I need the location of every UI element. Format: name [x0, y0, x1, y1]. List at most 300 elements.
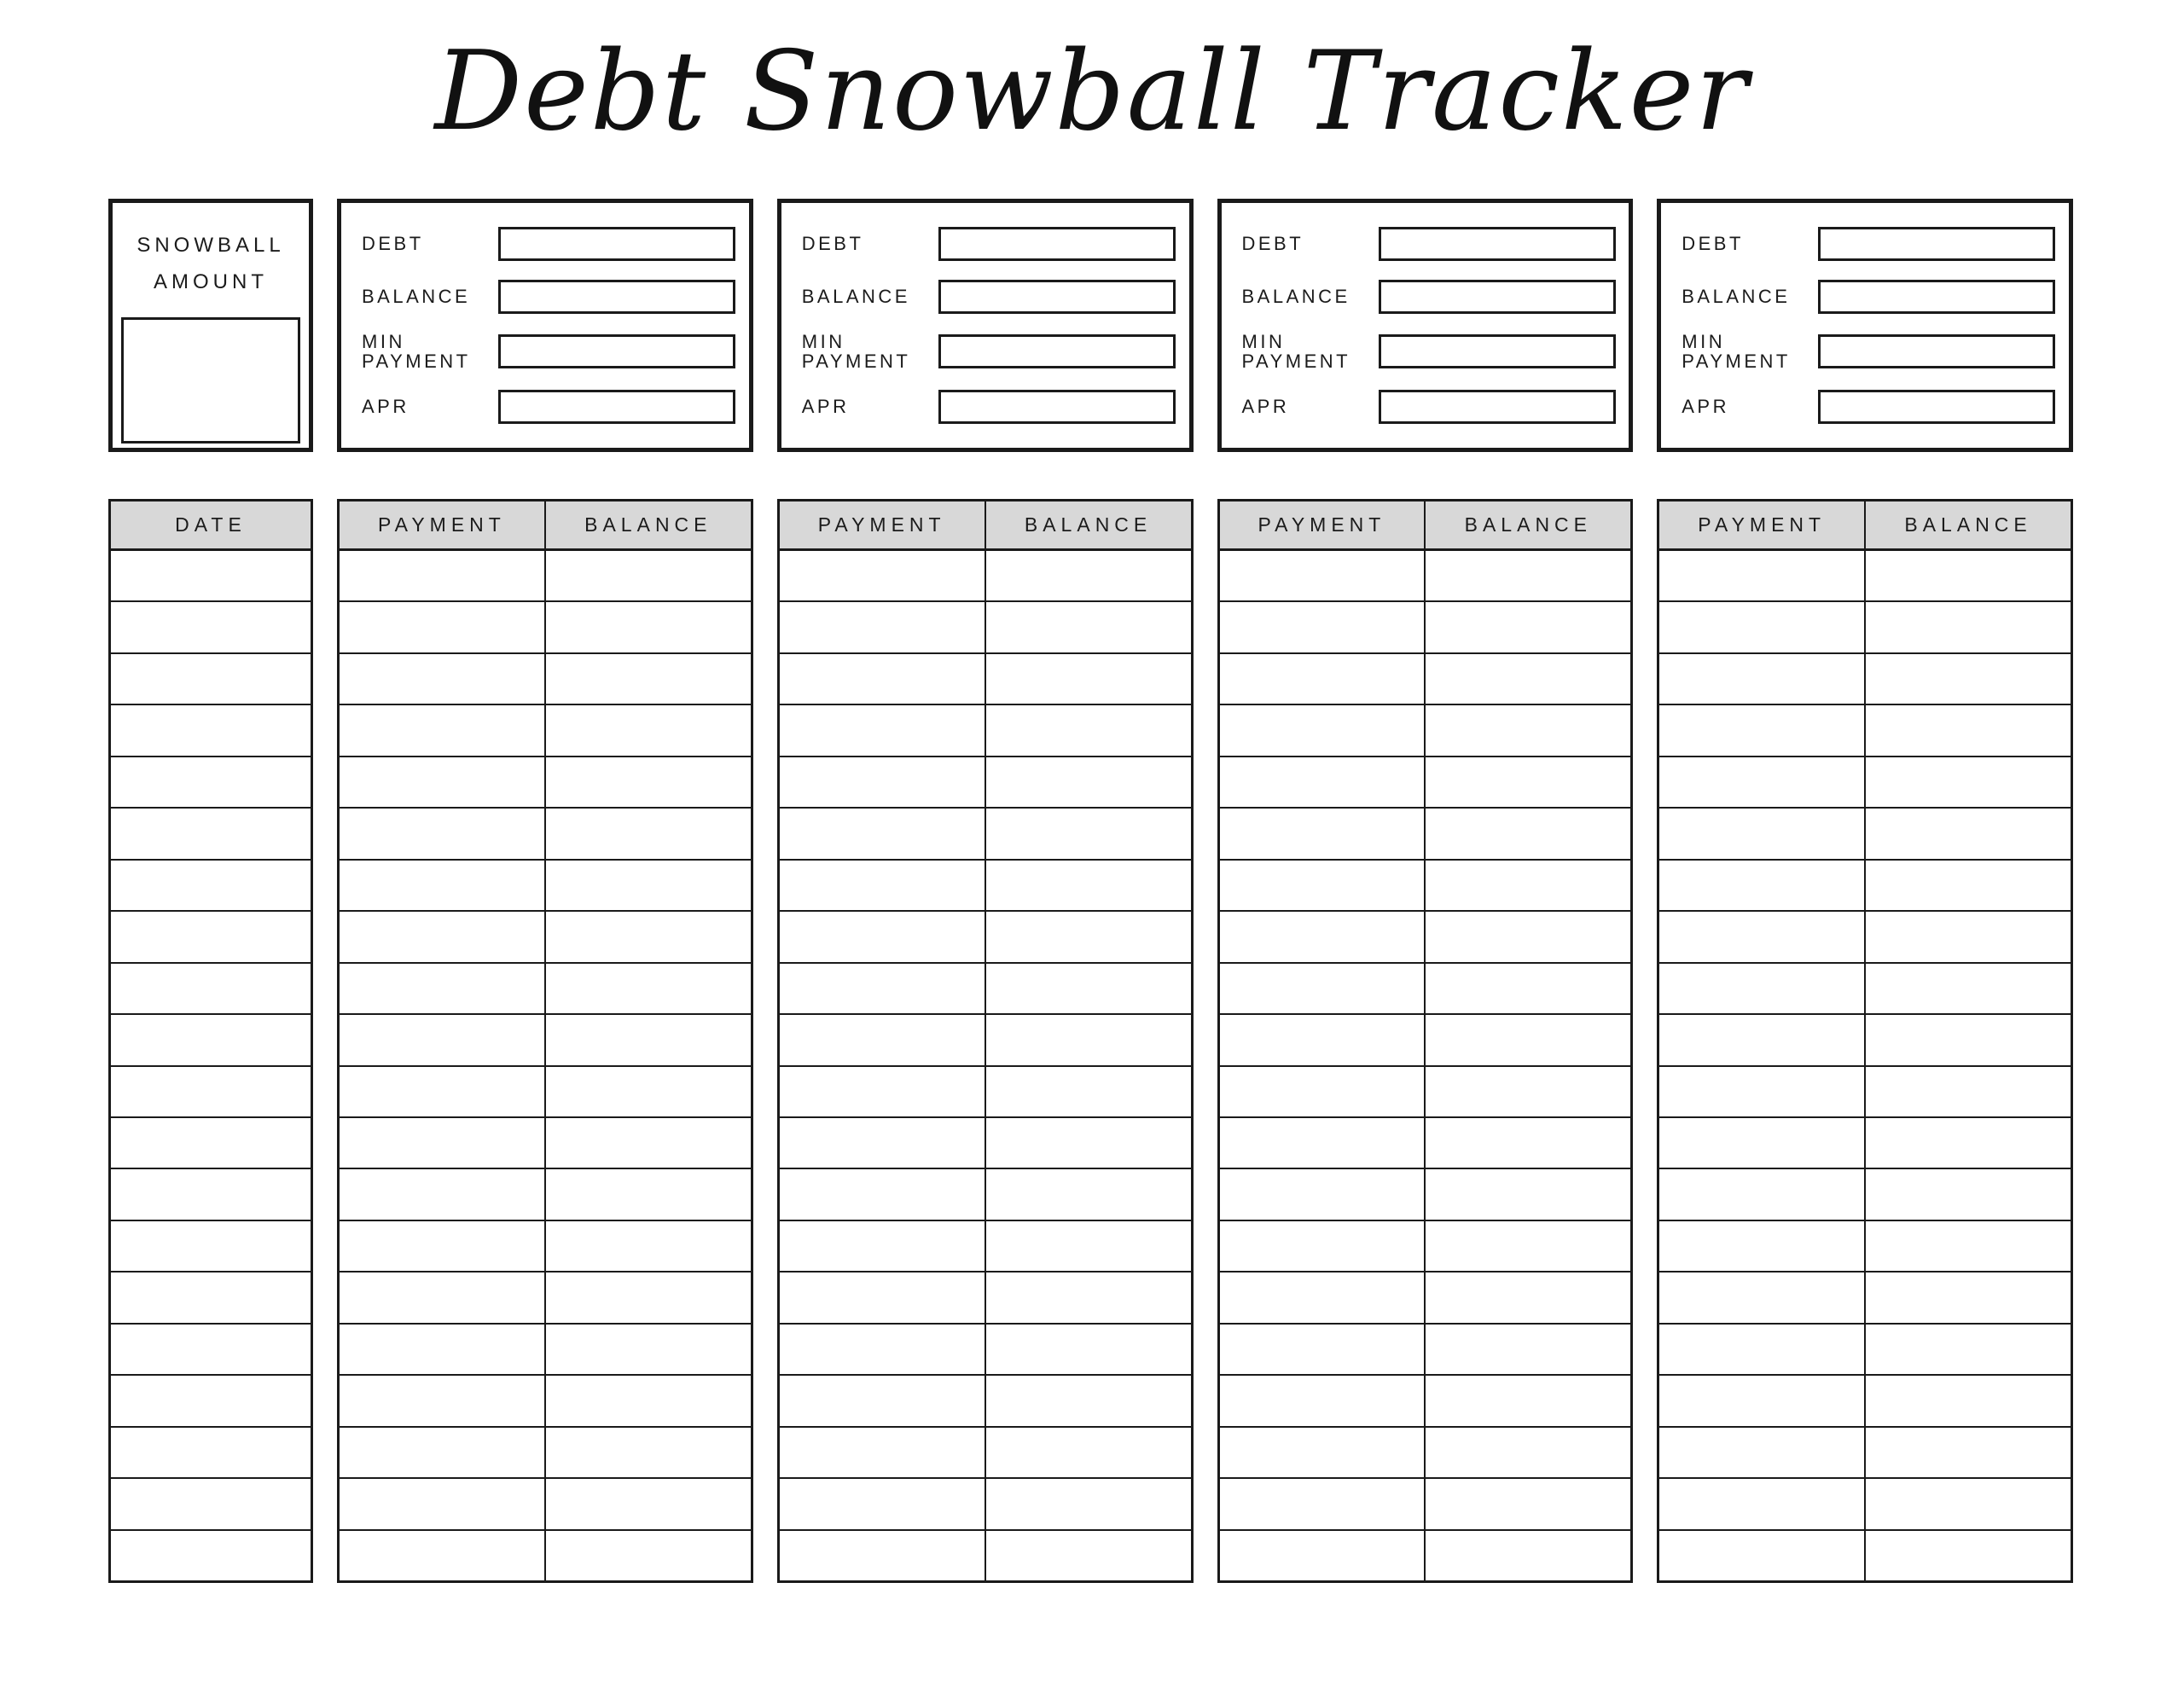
table-cell[interactable] [985, 1272, 1191, 1322]
table-cell[interactable] [544, 861, 751, 910]
table-row[interactable] [340, 1376, 751, 1427]
table-cell[interactable] [1659, 1221, 1864, 1271]
table-row[interactable] [780, 1428, 1191, 1479]
table-cell[interactable] [111, 705, 311, 755]
table-cell[interactable] [780, 809, 985, 858]
table-cell[interactable] [1220, 809, 1425, 858]
table-cell[interactable] [780, 654, 985, 704]
table-row[interactable] [1220, 1118, 1631, 1169]
min-payment-field[interactable] [938, 334, 1176, 368]
table-cell[interactable] [1659, 551, 1864, 600]
table-row[interactable] [1220, 1221, 1631, 1272]
table-row[interactable] [1659, 705, 2071, 757]
table-cell[interactable] [1424, 1428, 1630, 1477]
debt-name-field[interactable] [1818, 227, 2055, 261]
table-cell[interactable] [985, 654, 1191, 704]
table-cell[interactable] [1864, 1272, 2071, 1322]
table-row[interactable] [1220, 757, 1631, 809]
table-row[interactable] [111, 1169, 311, 1220]
table-cell[interactable] [1659, 1169, 1864, 1219]
table-cell[interactable] [985, 602, 1191, 652]
table-cell[interactable] [111, 809, 311, 858]
table-cell[interactable] [780, 1428, 985, 1477]
table-cell[interactable] [985, 861, 1191, 910]
table-row[interactable] [340, 1169, 751, 1220]
table-cell[interactable] [1659, 809, 1864, 858]
table-row[interactable] [340, 861, 751, 912]
table-cell[interactable] [780, 1118, 985, 1168]
table-row[interactable] [1220, 1531, 1631, 1580]
table-row[interactable] [111, 1376, 311, 1427]
table-cell[interactable] [780, 602, 985, 652]
table-row[interactable] [340, 654, 751, 705]
table-cell[interactable] [780, 1169, 985, 1219]
table-cell[interactable] [111, 861, 311, 910]
table-cell[interactable] [544, 964, 751, 1013]
table-cell[interactable] [544, 1221, 751, 1271]
table-cell[interactable] [111, 1325, 311, 1374]
table-cell[interactable] [1220, 602, 1425, 652]
table-row[interactable] [780, 1479, 1191, 1530]
table-row[interactable] [1220, 964, 1631, 1015]
table-row[interactable] [1659, 654, 2071, 705]
table-cell[interactable] [340, 1169, 544, 1219]
debt-name-field[interactable] [498, 227, 735, 261]
table-cell[interactable] [1220, 861, 1425, 910]
table-cell[interactable] [1220, 912, 1425, 961]
balance-field[interactable] [938, 280, 1176, 314]
balance-field[interactable] [498, 280, 735, 314]
table-cell[interactable] [340, 1118, 544, 1168]
table-cell[interactable] [111, 1428, 311, 1477]
table-row[interactable] [1659, 602, 2071, 653]
table-cell[interactable] [544, 1479, 751, 1528]
table-cell[interactable] [111, 1067, 311, 1116]
table-cell[interactable] [1864, 1221, 2071, 1271]
table-cell[interactable] [544, 1272, 751, 1322]
table-cell[interactable] [985, 1479, 1191, 1528]
table-row[interactable] [1659, 1428, 2071, 1479]
table-cell[interactable] [544, 1428, 751, 1477]
table-row[interactable] [111, 912, 311, 963]
table-cell[interactable] [1659, 654, 1864, 704]
table-cell[interactable] [985, 1428, 1191, 1477]
table-cell[interactable] [1424, 1067, 1630, 1116]
table-row[interactable] [1659, 1479, 2071, 1530]
table-cell[interactable] [985, 1015, 1191, 1064]
table-row[interactable] [780, 1221, 1191, 1272]
table-cell[interactable] [1659, 964, 1864, 1013]
table-cell[interactable] [1864, 551, 2071, 600]
debt-card-2 [777, 199, 1194, 452]
table-cell[interactable] [544, 809, 751, 858]
table-cell[interactable] [1424, 1118, 1630, 1168]
table-cell[interactable] [780, 1479, 985, 1528]
table-row[interactable] [111, 1118, 311, 1169]
table-cell[interactable] [544, 1118, 751, 1168]
table-row[interactable] [1659, 1067, 2071, 1118]
table-cell[interactable] [1659, 912, 1864, 961]
table-cell[interactable] [111, 1169, 311, 1219]
apr-field[interactable] [498, 390, 735, 424]
table-cell[interactable] [111, 1221, 311, 1271]
table-row[interactable] [1220, 1272, 1631, 1324]
table-cell[interactable] [111, 1376, 311, 1425]
table-cell[interactable] [340, 1221, 544, 1271]
table-cell[interactable] [544, 1067, 751, 1116]
table-row[interactable] [1220, 1428, 1631, 1479]
table-cell[interactable] [1864, 1118, 2071, 1168]
table-row[interactable] [1659, 1325, 2071, 1376]
table-cell[interactable] [1424, 964, 1630, 1013]
table-cell[interactable] [1220, 1118, 1425, 1168]
table-cell[interactable] [1864, 912, 2071, 961]
table-cell[interactable] [340, 912, 544, 961]
table-row[interactable] [111, 1428, 311, 1479]
table-row[interactable] [1220, 809, 1631, 860]
table-cell[interactable] [1220, 1169, 1425, 1219]
table-cell[interactable] [1659, 1428, 1864, 1477]
table-row[interactable] [340, 1067, 751, 1118]
table-cell[interactable] [1659, 1376, 1864, 1425]
table-cell[interactable] [1220, 1428, 1425, 1477]
table-row[interactable] [780, 1067, 1191, 1118]
table-cell[interactable] [1424, 757, 1630, 807]
table-row[interactable] [340, 912, 751, 963]
table-cell[interactable] [1424, 1272, 1630, 1322]
table-row[interactable] [780, 654, 1191, 705]
balance-field[interactable] [1818, 280, 2055, 314]
table-cell[interactable] [1659, 1325, 1864, 1374]
table-row[interactable] [340, 705, 751, 757]
table-cell[interactable] [544, 705, 751, 755]
table-cell[interactable] [780, 1531, 985, 1580]
table-cell[interactable] [1424, 654, 1630, 704]
table-cell[interactable] [1659, 1067, 1864, 1116]
balance-row [802, 280, 1177, 314]
table-row[interactable] [340, 1015, 751, 1066]
table-cell[interactable] [1424, 1169, 1630, 1219]
table-cell[interactable] [985, 551, 1191, 600]
table-cell[interactable] [1864, 654, 2071, 704]
table-row[interactable] [1220, 1376, 1631, 1427]
table-cell[interactable] [340, 1531, 544, 1580]
table-cell[interactable] [111, 1479, 311, 1528]
table-cell[interactable] [340, 654, 544, 704]
table-row[interactable] [780, 757, 1191, 809]
table-row[interactable] [340, 1221, 751, 1272]
table-cell[interactable] [1424, 705, 1630, 755]
table-row[interactable] [111, 1221, 311, 1272]
table-row[interactable] [111, 861, 311, 912]
table-cell[interactable] [1424, 1221, 1630, 1271]
table-cell[interactable] [985, 705, 1191, 755]
table-cell[interactable] [780, 551, 985, 600]
table-cell[interactable] [340, 1325, 544, 1374]
table-cell[interactable] [985, 757, 1191, 807]
table-cell[interactable] [1424, 861, 1630, 910]
table-cell[interactable] [1220, 1221, 1425, 1271]
table-row[interactable] [1659, 757, 2071, 809]
table-row[interactable] [1659, 1169, 2071, 1220]
table-row[interactable] [1220, 1169, 1631, 1220]
table-cell[interactable] [544, 757, 751, 807]
table-cell[interactable] [111, 551, 311, 600]
table-row[interactable] [111, 1015, 311, 1066]
table-row[interactable] [1659, 861, 2071, 912]
table-row[interactable] [780, 912, 1191, 963]
table-cell[interactable] [780, 912, 985, 961]
table-cell[interactable] [340, 602, 544, 652]
table-row[interactable] [340, 551, 751, 602]
snowball-amount-field[interactable] [121, 317, 300, 443]
table-cell[interactable] [111, 654, 311, 704]
table-row[interactable] [780, 1118, 1191, 1169]
table-cell[interactable] [780, 1272, 985, 1322]
table-cell[interactable] [544, 602, 751, 652]
table-cell[interactable] [1424, 1479, 1630, 1528]
table-cell[interactable] [544, 654, 751, 704]
table-cell[interactable] [1659, 1479, 1864, 1528]
table-cell[interactable] [1424, 602, 1630, 652]
table-cell[interactable] [1659, 1272, 1864, 1322]
table-cell[interactable] [1220, 1376, 1425, 1425]
table-row[interactable] [780, 551, 1191, 602]
table-cell[interactable] [340, 705, 544, 755]
table-row[interactable] [780, 1169, 1191, 1220]
table-cell[interactable] [1864, 1015, 2071, 1064]
table-cell[interactable] [985, 912, 1191, 961]
table-cell[interactable] [1424, 809, 1630, 858]
table-row[interactable] [1220, 1325, 1631, 1376]
table-row[interactable] [1659, 809, 2071, 860]
table-cell[interactable] [544, 1015, 751, 1064]
table-cell[interactable] [1659, 705, 1864, 755]
table-row[interactable] [1659, 1015, 2071, 1066]
table-cell[interactable] [1220, 705, 1425, 755]
table-row[interactable] [111, 1479, 311, 1530]
table-cell[interactable] [780, 1067, 985, 1116]
table-cell[interactable] [340, 1272, 544, 1322]
debt-name-field[interactable] [1379, 227, 1616, 261]
table-row[interactable] [1220, 1015, 1631, 1066]
table-row[interactable] [340, 1428, 751, 1479]
table-row[interactable] [1659, 912, 2071, 963]
table-row[interactable] [780, 705, 1191, 757]
table-cell[interactable] [985, 809, 1191, 858]
table-cell[interactable] [1864, 1169, 2071, 1219]
balance-field[interactable] [1379, 280, 1616, 314]
table-row[interactable] [340, 1479, 751, 1530]
min-payment-field[interactable] [1379, 334, 1616, 368]
table-row[interactable] [111, 1531, 311, 1580]
table-cell[interactable] [1659, 1531, 1864, 1580]
table-cell[interactable] [1220, 964, 1425, 1013]
table-row[interactable] [1220, 602, 1631, 653]
table-cell[interactable] [340, 964, 544, 1013]
table-cell[interactable] [544, 1325, 751, 1374]
table-row[interactable] [111, 602, 311, 653]
table-cell[interactable] [1659, 757, 1864, 807]
table-row[interactable] [340, 1325, 751, 1376]
table-cell[interactable] [1220, 1479, 1425, 1528]
table-row[interactable] [780, 861, 1191, 912]
table-row[interactable] [780, 1015, 1191, 1066]
table-cell[interactable] [340, 1479, 544, 1528]
table-cell[interactable] [1864, 1067, 2071, 1116]
table-row[interactable] [780, 1325, 1191, 1376]
table-cell[interactable] [111, 1118, 311, 1168]
table-row[interactable] [1659, 1221, 2071, 1272]
table-cell[interactable] [985, 964, 1191, 1013]
table-row[interactable] [780, 1272, 1191, 1324]
table-row[interactable] [780, 964, 1191, 1015]
table-row[interactable] [111, 551, 311, 602]
table-row[interactable] [1220, 705, 1631, 757]
table-cell[interactable] [985, 1221, 1191, 1271]
table-row[interactable] [1220, 654, 1631, 705]
table-row[interactable] [1220, 1067, 1631, 1118]
table-cell[interactable] [780, 964, 985, 1013]
table-cell[interactable] [111, 1531, 311, 1580]
table-cell[interactable] [780, 757, 985, 807]
table-cell[interactable] [780, 1325, 985, 1374]
table-row[interactable] [340, 964, 751, 1015]
table-cell[interactable] [544, 551, 751, 600]
table-row[interactable] [111, 1272, 311, 1324]
table-cell[interactable] [340, 809, 544, 858]
min-payment-field[interactable] [1818, 334, 2055, 368]
table-cell[interactable] [1864, 861, 2071, 910]
table-row[interactable] [780, 602, 1191, 653]
table-cell[interactable] [1864, 809, 2071, 858]
table-cell[interactable] [1220, 1015, 1425, 1064]
table-cell[interactable] [340, 1015, 544, 1064]
table-cell[interactable] [780, 1376, 985, 1425]
table-cell[interactable] [111, 1272, 311, 1322]
table-row[interactable] [1659, 1118, 2071, 1169]
table-cell[interactable] [1220, 1067, 1425, 1116]
table-cell[interactable] [340, 1067, 544, 1116]
table-row[interactable] [111, 809, 311, 860]
table-row[interactable] [340, 602, 751, 653]
table-cell[interactable] [1220, 757, 1425, 807]
table-row[interactable] [340, 757, 751, 809]
table-row[interactable] [1659, 1272, 2071, 1324]
table-cell[interactable] [1864, 964, 2071, 1013]
table-cell[interactable] [1659, 861, 1864, 910]
table-cell[interactable] [544, 912, 751, 961]
table-cell[interactable] [985, 1067, 1191, 1116]
table-cell[interactable] [1659, 602, 1864, 652]
table-cell[interactable] [1220, 1325, 1425, 1374]
table-cell[interactable] [1424, 1376, 1630, 1425]
table-cell[interactable] [340, 1428, 544, 1477]
table-cell[interactable] [985, 1325, 1191, 1374]
table-row[interactable] [340, 809, 751, 860]
table-cell[interactable] [1659, 1118, 1864, 1168]
table-cell[interactable] [1864, 705, 2071, 755]
table-cell[interactable] [340, 551, 544, 600]
table-cell[interactable] [1424, 1325, 1630, 1374]
table-cell[interactable] [340, 757, 544, 807]
table-row[interactable] [111, 757, 311, 809]
table-cell[interactable] [1864, 757, 2071, 807]
table-cell[interactable] [1424, 551, 1630, 600]
table-cell[interactable] [544, 1376, 751, 1425]
table-cell[interactable] [985, 1118, 1191, 1168]
table-cell[interactable] [1220, 654, 1425, 704]
table-cell[interactable] [1220, 1272, 1425, 1322]
table-cell[interactable] [1424, 1531, 1630, 1580]
apr-field[interactable] [1379, 390, 1616, 424]
table-cell[interactable] [1864, 1479, 2071, 1528]
table-row[interactable] [340, 1272, 751, 1324]
table-cell[interactable] [1220, 551, 1425, 600]
table-cell[interactable] [780, 1221, 985, 1271]
table-cell[interactable] [1864, 1428, 2071, 1477]
table-cell[interactable] [111, 912, 311, 961]
table-row[interactable] [340, 1118, 751, 1169]
table-cell[interactable] [985, 1376, 1191, 1425]
table-row[interactable] [1659, 1376, 2071, 1427]
table-cell[interactable] [111, 964, 311, 1013]
table-row[interactable] [1659, 551, 2071, 602]
table-row[interactable] [780, 1531, 1191, 1580]
table-row[interactable] [111, 654, 311, 705]
table-row[interactable] [111, 964, 311, 1015]
table-cell[interactable] [1659, 1015, 1864, 1064]
table-row[interactable] [1220, 912, 1631, 963]
apr-field[interactable] [938, 390, 1176, 424]
table-cell[interactable] [985, 1169, 1191, 1219]
table-cell[interactable] [1864, 602, 2071, 652]
table-cell[interactable] [340, 1376, 544, 1425]
table-row[interactable] [111, 705, 311, 757]
table-row[interactable] [111, 1325, 311, 1376]
table-cell[interactable] [1220, 1531, 1425, 1580]
table-cell[interactable] [780, 705, 985, 755]
table-row[interactable] [111, 1067, 311, 1118]
table-row[interactable] [1220, 861, 1631, 912]
apr-field[interactable] [1818, 390, 2055, 424]
table-cell[interactable] [111, 1015, 311, 1064]
debt-name-field[interactable] [938, 227, 1176, 261]
table-row[interactable] [1659, 1531, 2071, 1580]
min-payment-field[interactable] [498, 334, 735, 368]
table-row[interactable] [1220, 551, 1631, 602]
table-cell[interactable] [111, 757, 311, 807]
table-cell[interactable] [1864, 1376, 2071, 1425]
table-row[interactable] [1220, 1479, 1631, 1530]
table-cell[interactable] [780, 861, 985, 910]
table-row[interactable] [1659, 964, 2071, 1015]
table-cell[interactable] [985, 1531, 1191, 1580]
table-cell[interactable] [1864, 1325, 2071, 1374]
table-row[interactable] [780, 809, 1191, 860]
table-cell[interactable] [1424, 1015, 1630, 1064]
table-cell[interactable] [111, 602, 311, 652]
table-cell[interactable] [780, 1015, 985, 1064]
table-cell[interactable] [340, 861, 544, 910]
table-row[interactable] [780, 1376, 1191, 1427]
table-cell[interactable] [1424, 912, 1630, 961]
table-cell[interactable] [1864, 1531, 2071, 1580]
table-row[interactable] [340, 1531, 751, 1580]
table-cell[interactable] [544, 1169, 751, 1219]
table-cell[interactable] [544, 1531, 751, 1580]
payment-table-body [1220, 551, 1631, 1580]
